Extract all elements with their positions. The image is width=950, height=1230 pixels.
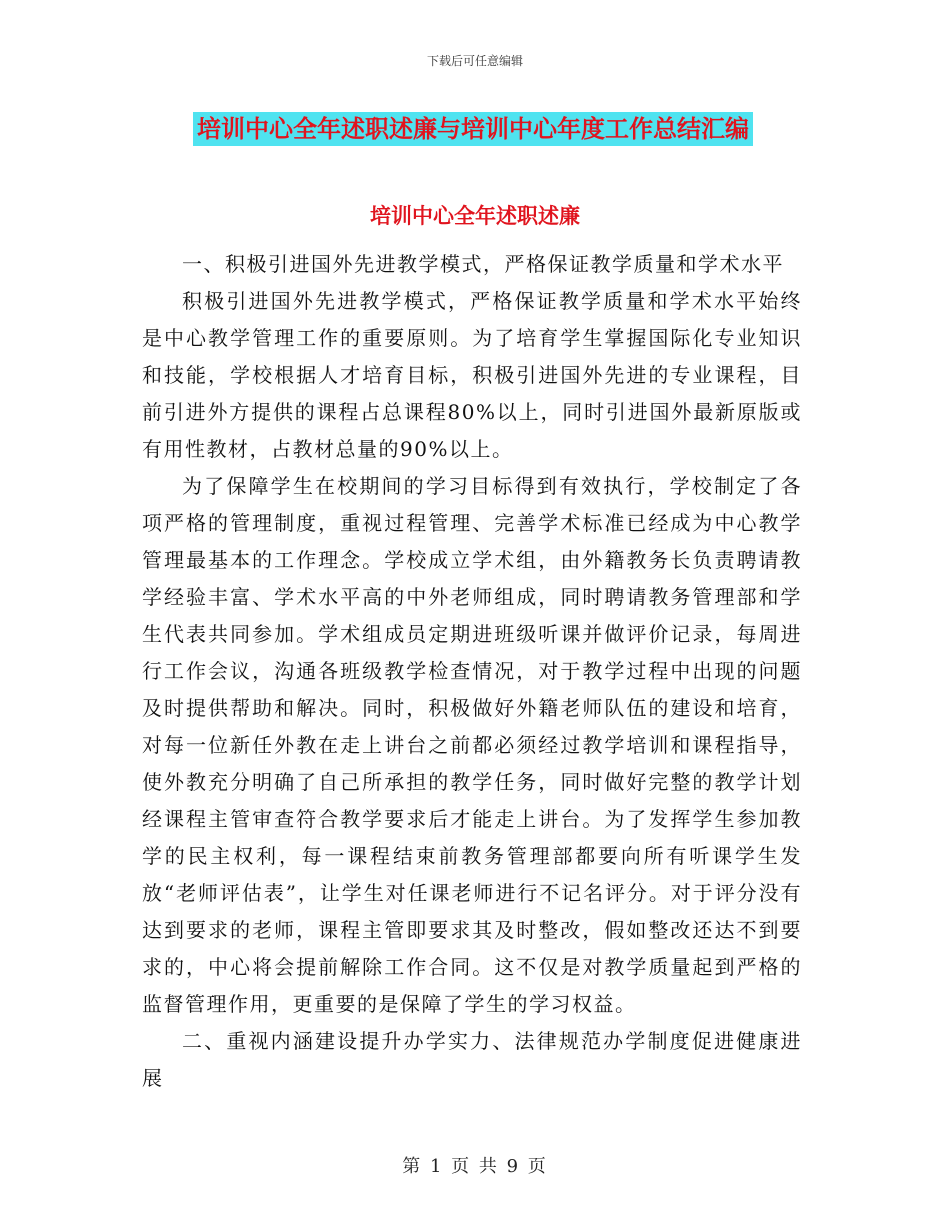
paragraph: 积极引进国外先进教学模式，严格保证教学质量和学术水平始终是中心教学管理工作的重要原则。为了培育学生掌握国际化专业知识和技能，学校根据人才培育目标，积极引进国外先进的专业课程，目前引进外方提供的课程占总课程80%以上，同时引进国外最新原版或有用性教材，占教材总量的90%以上。 [142,289,802,461]
document-title: 培训中心全年述职述廉与培训中心年度工作总结汇编 [193,112,753,146]
document-body [142,246,802,1097]
paragraph: 为了保障学生在校期间的学习目标得到有效执行，学校制定了各项严格的管理制度，重视过程管理、完善学术标准已经成为中心教学管理最基本的工作理念。学校成立学术组，由外籍教务长负责聘请教学经验丰富、学术水平高的中外老师组成，同时聘请教务管理部和学生代表共同参加。学术组成员定期进班级听课并做评价记录，每周进行工作会议，沟通各班级教学检查情况，对于教学过程中出现的问题及时提供帮助和解决。同时，积极做好外籍老师队伍的建设和培育，对每一位新任外教在走上讲台之前都必须经过教学培训和课程指导，使外教充分明确了自己所承担的教学任务，同时做好完整的教学计划经课程主管审查符合教学要求后才能走上讲台。为了发挥学生参加教学的民主权利，每一课程结束前教务管理部都要向所有听课学生发放“老师评估表”，让学生对任课老师进行不记名评分。对于评分没有达到要求的老师，课程主管即要求其及时整改，假如整改还达不到要求的，中心将会提前解除工作合同。这不仅是对教学质量起到严格的监督管理作用，更重要的是保障了学生的学习权益。 [142,474,802,1016]
section-title: 培训中心全年述职述廉 [370,204,580,228]
paragraph-heading-2: 二、重视内涵建设提升办学实力、法律规范办学制度促进健康进展 [142,1029,802,1090]
header-note: 下载后可任意编辑 [426,54,523,68]
paragraph-heading-1: 一、积极引进国外先进教学模式，严格保证教学质量和学术水平 [182,252,784,276]
page-number: 第 1 页 共 9 页 [402,1156,548,1177]
